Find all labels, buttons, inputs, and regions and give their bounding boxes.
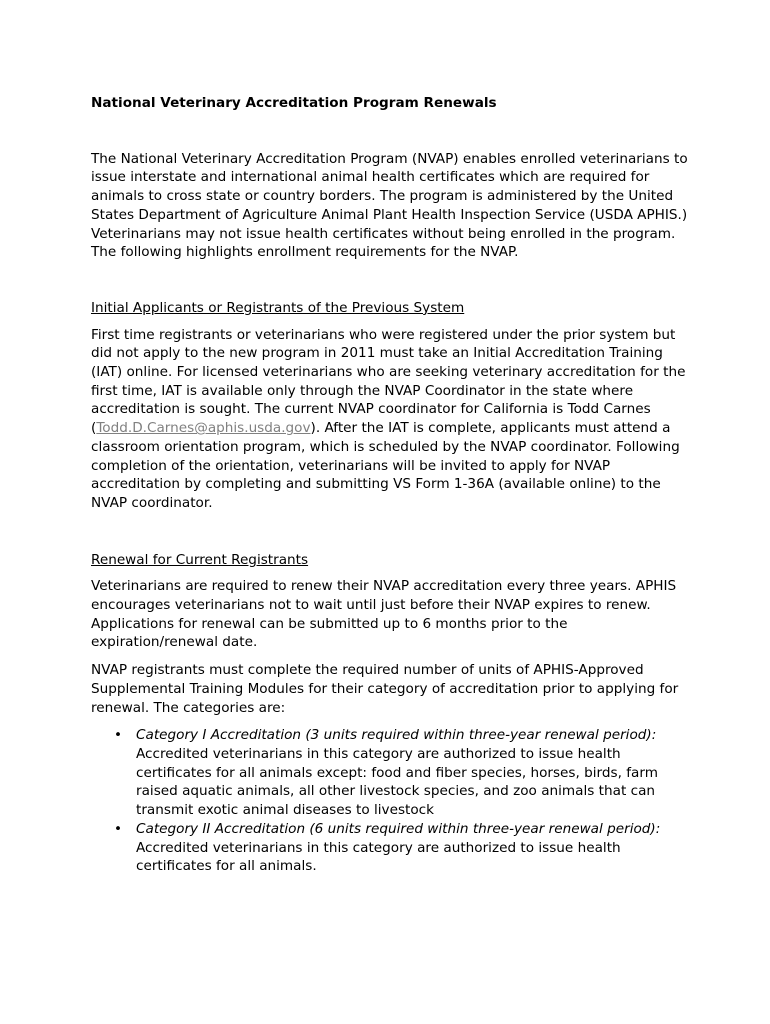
initial-applicants-paragraph [91, 326, 691, 513]
list-item [91, 820, 691, 876]
list-item [91, 726, 691, 820]
category-title: Category I Accreditation (3 units required within three-year renewal period): [136, 727, 657, 744]
initial-applicants-text-after-email: ). After the IAT is complete, applicants must attend a classroom orientation program, which is scheduled by the NVAP coordinator. Following completion of the orientation, veterinarians will be invited to apply for NVAP accreditation by completing and submitting VS Form 1-36A (available online) to the NVAP coordinator. [91, 420, 680, 511]
coordinator-email-link[interactable]: Todd.D.Carnes@aphis.usda.gov [96, 420, 311, 437]
intro-paragraph: The National Veterinary Accreditation Program (NVAP) enables enrolled veterinarians to issue interstate and international animal health certificates which are required for animals to cross state or country borders. The program is administered by the United States Department of Agriculture Animal Plant Health Inspection Service (USDA APHIS.) Veterinarians may not issue health certificates without being enrolled in the program. The following highlights enrollment requirements for the NVAP. [91, 150, 688, 261]
renewal-paragraph-2: NVAP registrants must complete the required number of units of APHIS-Approved Supplemental Training Modules for their category of accreditation prior to applying for renewal. The categories are: [91, 662, 679, 716]
bullet-icon: • [114, 727, 123, 744]
category-description: Accredited veterinarians in this category are authorized to issue health certificates for all animals except: food and fiber species, horses, birds, farm raised aquatic animals, all other livestock species, and zoo animals that can transmit exotic animal diseases to livestock [136, 745, 658, 819]
page-title: National Veterinary Accreditation Program Renewals [91, 95, 497, 111]
category-list [91, 726, 691, 876]
category-title: Category II Accreditation (6 units required within three-year renewal period): [136, 820, 661, 837]
section-heading-initial-applicants: Initial Applicants or Registrants of the Previous System [91, 299, 465, 316]
category-description: Accredited veterinarians in this category are authorized to issue health certificates for all animals. [136, 839, 621, 875]
renewal-paragraph-1: Veterinarians are required to renew their NVAP accreditation every three years. APHIS encourages veterinarians not to wait until just before their NVAP expires to renew. Applications for renewal can be submitted up to 6 months prior to the expiration/renewal date. [91, 578, 677, 651]
document-page [91, 94, 691, 876]
bullet-icon: • [114, 820, 123, 837]
section-heading-renewal: Renewal for Current Registrants [91, 551, 309, 568]
initial-applicants-text-before-email: First time registrants or veterinarians who were registered under the prior system but did not apply to the new program in 2011 must take an Initial Accreditation Training (IAT) online. For licensed veterinarians who are seeking veterinary accreditation for the first time, IAT is available only through the NVAP Coordinator in the state where accreditation is sought. The current NVAP coordinator for California is Todd Carnes ( [91, 326, 686, 437]
